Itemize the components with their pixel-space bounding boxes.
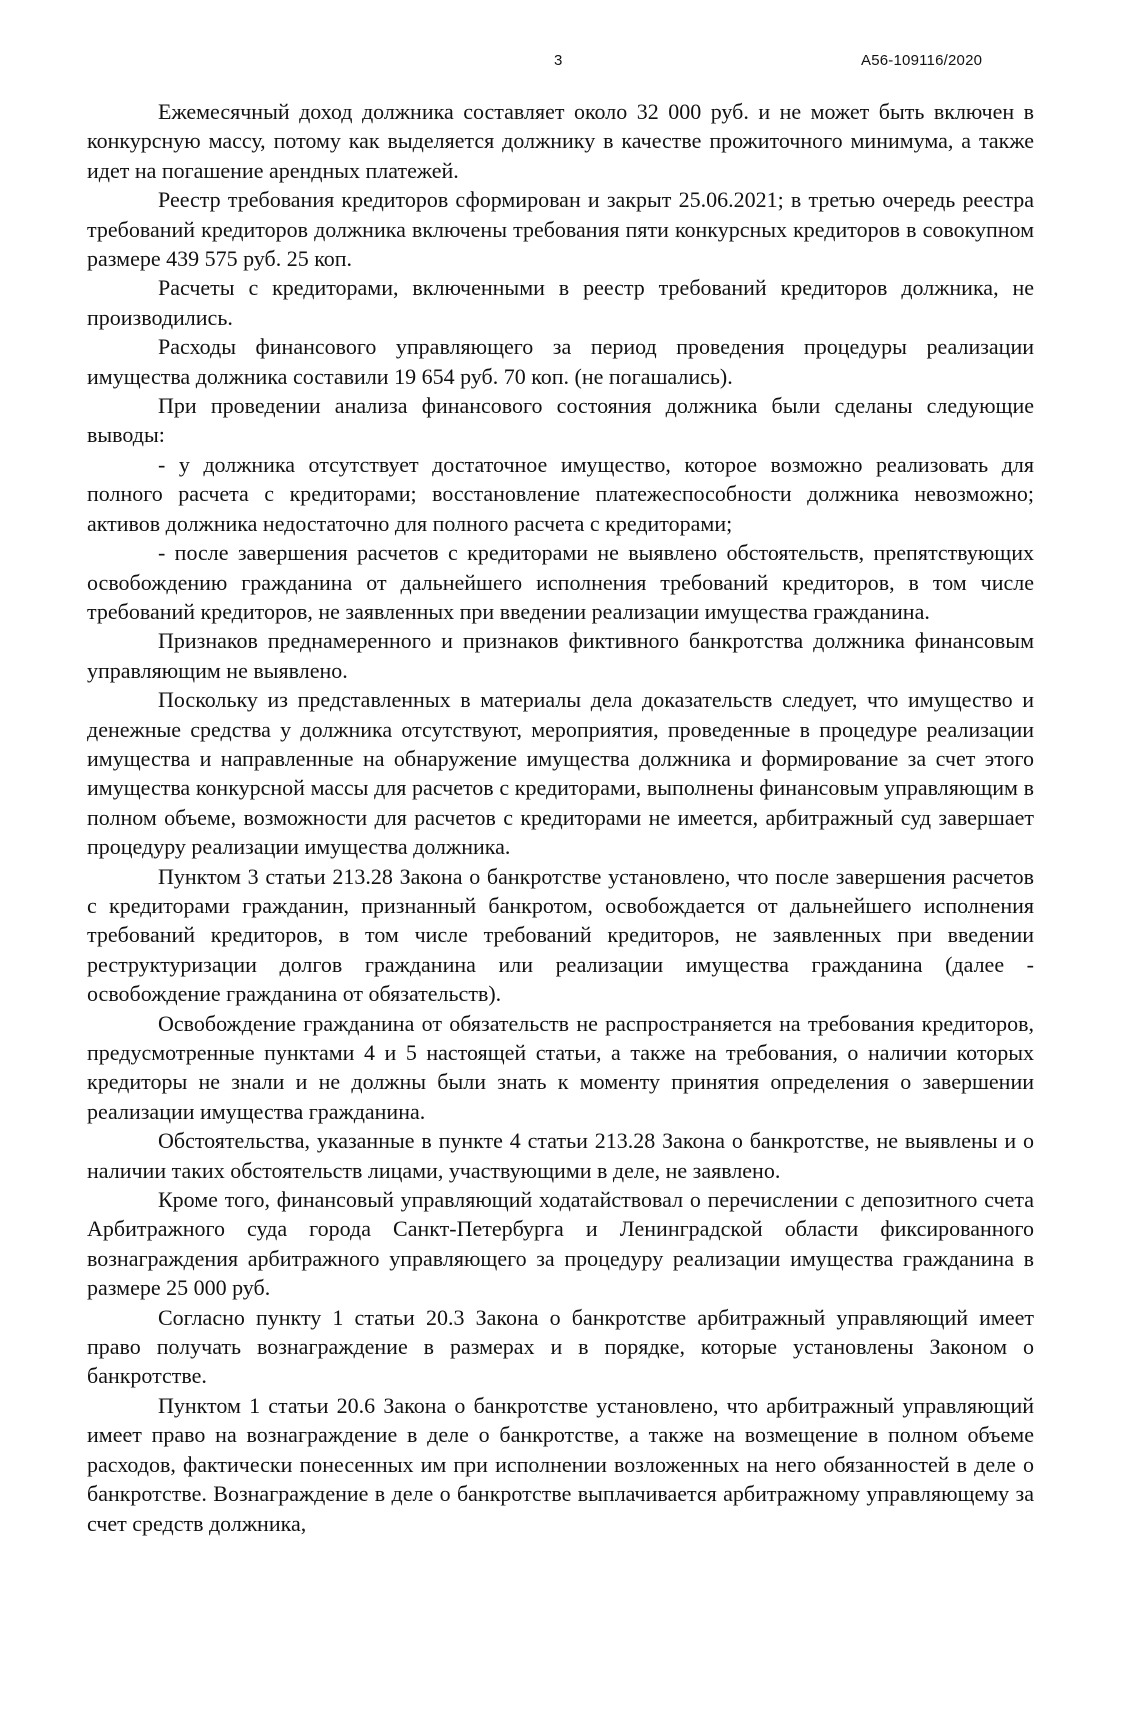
paragraph-remuneration-request: Кроме того, финансовый управляющий ходатайствовал о перечислении с депозитного счета Арбитражного суда города Санкт-Петербурга и Ленинградской области фиксированного вознаграждения арбитражного управляющего за процедуру реализации имущества гражданина в размере 25 000 руб. (87, 1187, 1034, 1301)
paragraph-income: Ежемесячный доход должника составляет около 32 000 руб. и не может быть включен в конкурсную массу, потому как выделяется должнику в качестве прожиточного минимума, а также идет на погашение арендных платежей. (87, 99, 1034, 183)
page-number: 3 (554, 52, 563, 69)
paragraph-circumstances: Обстоятельства, указанные в пункте 4 статьи 213.28 Закона о банкротстве, не выявлены и о наличии таких обстоятельств лицами, участвующими в деле, не заявлено. (87, 1128, 1034, 1183)
document-body (87, 97, 1034, 1538)
paragraph-conclusion-1: - у должника отсутствует достаточное имущество, которое возможно реализовать для полного расчета с кредиторами; восстановление платежеспособности должника невозможно; активов должника недостаточно для полного расчета с кредиторами; (87, 451, 1034, 536)
paragraph-article-20-3: Согласно пункту 1 статьи 20.3 Закона о банкротстве арбитражный управляющий имеет право получать вознаграждение в размерах и в порядке, которые установлены Законом о банкротстве. (87, 1304, 1034, 1389)
paragraph-court-completes: Поскольку из представленных в материалы дела доказательств следует, что имущество и денежные средства у должника отсутствуют, мероприятия, проведенные в процедуре реализации имущества и направленные на обнаружение имущества должника и формирование за счет этого имущества конкурсной массы для расчетов с кредиторами, выполнены финансовым управляющим в полном объеме, возможности для расчетов с кредиторами не имеется, арбитражный суд завершает процедуру реализации имущества должника. (87, 687, 1034, 860)
paragraph-analysis-intro: При проведении анализа финансового состояния должника были сделаны следующие выводы: (87, 393, 1034, 448)
page-header (0, 52, 1142, 76)
paragraph-expenses: Расходы финансового управляющего за период проведения процедуры реализации имущества должника составили 19 654 руб. 70 коп. (не погашались). (87, 334, 1034, 389)
paragraph-release-exceptions: Освобождение гражданина от обязательств не распространяется на требования кредиторов, предусмотренные пунктами 4 и 5 настоящей статьи, а также на требования, о наличии которых кредиторы не знали и не должны были знать к моменту принятия определения о завершении реализации имущества гражданина. (87, 1010, 1034, 1124)
paragraph-bankruptcy-signs: Признаков преднамеренного и признаков фиктивного банкротства должника финансовым управляющим не выявлено. (87, 628, 1034, 683)
paragraph-article-20-6: Пунктом 1 статьи 20.6 Закона о банкротстве установлено, что арбитражный управляющий имеет право на вознаграждение в деле о банкротстве, а также на возмещение в полном объеме расходов, фактически понесенных им при исполнении возложенных на него обязанностей в деле о банкротстве. Вознаграждение в деле о банкротстве выплачивается арбитражному управляющему за счет средств должника, (87, 1392, 1034, 1536)
paragraph-conclusion-2: - после завершения расчетов с кредиторами не выявлено обстоятельств, препятствующих освобождению гражданина от дальнейшего исполнения требований кредиторов, в том числе требований кредиторов, не заявленных при введении реализации имущества гражданина. (87, 540, 1034, 624)
case-number: А56-109116/2020 (861, 52, 983, 69)
paragraph-registry: Реестр требования кредиторов сформирован и закрыт 25.06.2021; в третью очередь реестра требований кредиторов должника включены требования пяти конкурсных кредиторов в совокупном размере 439 575 руб. 25 коп. (87, 187, 1034, 272)
paragraph-settlements: Расчеты с кредиторами, включенными в реестр требований кредиторов должника, не производились. (87, 275, 1034, 330)
paragraph-article-213-28: Пунктом 3 статьи 213.28 Закона о банкротстве установлено, что после завершения расчетов с кредиторами гражданин, признанный банкротом, освобождается от дальнейшего исполнения требований кредиторов, в том числе требований кредиторов, не заявленных при введении реструктуризации долгов гражданина или реализации имущества гражданина (далее - освобождение гражданина от обязательств). (87, 863, 1034, 1007)
